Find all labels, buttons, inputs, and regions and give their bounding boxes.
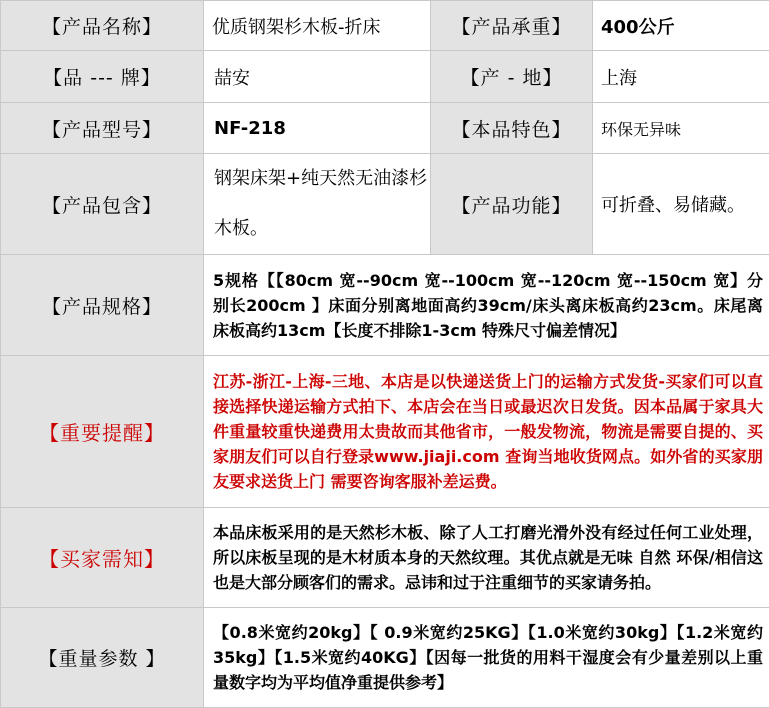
important-notice-value: 江苏-浙江-上海-三地、本店是以快递送货上门的运输方式发货-买家们可以直接选择快递运输方式拍下、本店会在当日或最迟次日发货。因本品属于家具大件重量较重快递费用太贵故而其他省市，一般发物流，物流是需要自提的、买家朋友们可以自行登录www.jiaji.com 查询当地收货网点。如外省的买家朋友要求送货上门 需要咨询客服补差运费。: [204, 356, 769, 508]
load-capacity-label: 【产品承重】: [431, 1, 593, 51]
load-capacity-value: 400公斤: [593, 1, 769, 51]
spec-row-name: [1, 1, 769, 51]
size-spec-label: 【产品规格】: [1, 255, 204, 356]
buyer-notice-value: 本品床板采用的是天然杉木板、除了人工打磨光滑外没有经过任何工业处理，所以床板呈现的是木材质本身的天然纹理。其优点就是无味 自然 环保/相信这也是大部分顾客们的需求。忌讳和过于注重细节的买家请务拍。: [204, 508, 769, 608]
brand-label: 【品 --- 牌】: [1, 51, 204, 103]
weight-label: 【重量参数 】: [1, 608, 204, 708]
spec-row-contents: [1, 154, 769, 255]
function-value: 可折叠、易储藏。: [593, 154, 769, 255]
contents-label: 【产品包含】: [1, 154, 204, 255]
brand-value: 喆安: [204, 51, 431, 103]
feature-label: 【本品特色】: [431, 103, 593, 154]
feature-value: 环保无异味: [593, 103, 769, 154]
origin-value: 上海: [593, 51, 769, 103]
important-notice-label: 【重要提醒】: [1, 356, 204, 508]
spec-row-notice: [1, 356, 769, 508]
origin-label: 【产 - 地】: [431, 51, 593, 103]
spec-row-model: [1, 103, 769, 154]
model-value: NF-218: [204, 103, 431, 154]
spec-row-buyer: [1, 508, 769, 608]
buyer-notice-label: 【买家需知】: [1, 508, 204, 608]
spec-row-brand: [1, 51, 769, 103]
weight-value: 【0.8米宽约20kg】【 0.9米宽约25KG】【1.0米宽约30kg】【1.2米宽约35kg】【1.5米宽约40KG】【因每一批货的用料干湿度会有少量差别以上重量数字均为平均值净重提供参考】: [204, 608, 769, 708]
product-name-label: 【产品名称】: [1, 1, 204, 51]
function-label: 【产品功能】: [431, 154, 593, 255]
contents-value: 钢架床架+纯天然无油漆杉木板。: [204, 154, 431, 255]
model-label: 【产品型号】: [1, 103, 204, 154]
product-name-value: 优质钢架杉木板-折床: [204, 1, 431, 51]
spec-row-weight: [1, 608, 769, 708]
spec-row-size: [1, 255, 769, 356]
size-spec-value: 5规格【【80cm 宽--90cm 宽--100cm 宽--120cm 宽--150cm 宽】分别长200cm 】床面分别离地面高约39cm/床头离床板高约23cm。床尾离床板高约13cm【长度不排除1-3cm 特殊尺寸偏差情况】: [204, 255, 769, 356]
